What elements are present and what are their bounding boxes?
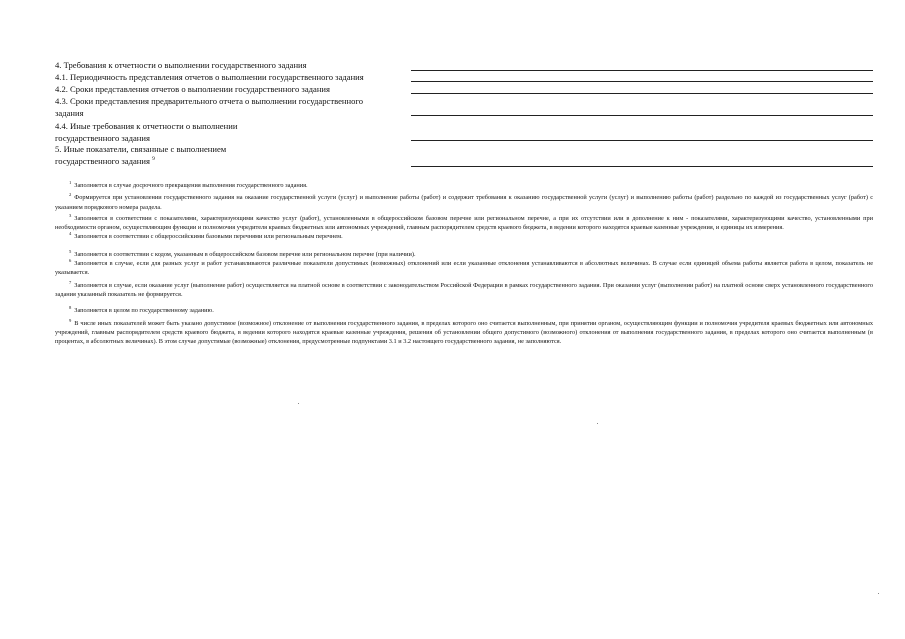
requirement-fill-line	[411, 93, 873, 94]
footnote-text: Заполняется в соответствии с показателями, характеризующими качество услуг (работ), установленными в общероссийском базовом перечне или региональном перечне, а при их отсутствии или в дополнение к ним - показателями, характеризующими качество, установленными при необходимости органом, осуществляющим функции и полномочия учредителя краевых бюджетных или автономных учреждений, главным распорядителем средств краевого бюджета, в ведении которого находятся краевые казенные учреждения, и единицы их измерения.	[55, 214, 873, 232]
requirement-fill-line	[411, 166, 873, 167]
footnote-8	[55, 306, 873, 315]
footnote-text: Заполняется в соответствии с кодом, указанным в общероссийском базовом перечне или региональном перечне (при наличии).	[74, 250, 416, 258]
footnote-text: Заполняется в целом по государственному заданию.	[74, 307, 214, 315]
footnote-mark: 6	[69, 258, 72, 264]
scan-speck	[597, 423, 598, 424]
footnote-text: В числе иных показателей может быть указано допустимое (возможное) отклонение от выполнения государственного задания, в пределах которого оно считается выполненным, при принятии органом, осуществляющим функции и полномочия учредителя краевых бюджетных или автономных учреждений, главным распорядителем средств краевого бюджета, в ведении которого находятся краевые казенные учреждения, решения об установлении общего допустимого (возможного) отклонения от выполнения государственного задания, в пределах которого оно считается выполненным (в процентах, в абсолютных величинах). В этом случае допустимые (возможные) отклонения, предусмотренные подпунктами 3.1 и 3.2 настоящего государственного задания, не заполняются.	[55, 319, 873, 346]
footnote-9	[55, 319, 873, 347]
footnote-text: Заполняется в соответствии с общероссийскими базовыми перечнями или региональным перечнем.	[74, 233, 343, 241]
requirement-label: 4. Требования к отчетности о выполнении государственного задания	[55, 60, 307, 70]
footnote-mark: 4	[69, 231, 72, 237]
footnote-text: Заполняется в случае, если оказание услуг (выполнение работ) осуществляется на платной основе в соответствии с законодательством Российской Федерации в рамках государственного задания. При оказании услуг (выполнении работ) на платной основе сверх установленного государственного задания указанный показатель не формируется.	[55, 281, 873, 298]
requirement-label-line1: 4.3. Сроки представления предварительного отчета о выполнении государственного	[55, 96, 364, 106]
footnote-6	[55, 259, 873, 278]
footnote-mark: 7	[69, 279, 72, 285]
requirement-label-text: государственного задания	[55, 156, 150, 166]
footnote-3	[55, 214, 873, 233]
requirement-label: 4.2. Сроки представления отчетов о выполнении государственного задания	[55, 84, 330, 94]
footnote-mark: 5	[69, 248, 72, 254]
requirement-label-line1: 5. Иные показатели, связанные с выполнением	[55, 144, 227, 154]
footnote-text: Заполняется в случае досрочного прекращения выполнения государственного задания.	[74, 182, 308, 189]
requirement-fill-line	[411, 115, 873, 116]
scan-speck	[878, 593, 879, 594]
footnote-2	[55, 193, 873, 212]
footnote-mark: 9	[69, 317, 72, 323]
footnote-4	[55, 232, 873, 241]
requirement-label: 4.1. Периодичность представления отчетов о выполнении государственного задания	[55, 72, 364, 82]
requirement-fill-line	[411, 70, 873, 71]
scan-speck	[298, 403, 299, 404]
requirement-label-line2: государственного задания	[55, 133, 150, 143]
footnote-mark: 2	[69, 192, 72, 198]
footnote-1	[55, 181, 873, 190]
requirement-label-line2	[55, 156, 400, 168]
requirement-fill-line	[411, 81, 873, 82]
footnote-5	[55, 250, 873, 259]
requirement-fill-line	[411, 140, 873, 141]
footnote-mark: 3	[69, 212, 72, 218]
footnote-7	[55, 281, 873, 300]
footnote-reference: 9	[152, 156, 155, 162]
requirement-label-line2: задания	[55, 108, 84, 118]
footnote-mark: 8	[69, 305, 72, 311]
footnote-text: Формируется при установлении государственного задания на оказание государственной услуги (услуг) и выполнение работы (работ) и содержит требования к оказанию государственной услуги (услуг) и выполнению работы (работ) раздельно по каждой из государственных услуг (работ) с указанием порядкового номера раздела.	[55, 194, 873, 211]
footnote-mark: 1	[69, 180, 72, 185]
footnotes-block	[55, 181, 873, 346]
requirement-label-line1: 4.4. Иные требования к отчетности о выполнении	[55, 121, 238, 131]
footnote-text: Заполняется в случае, если для разных услуг и работ устанавливаются различные показатели допустимых (возможных) отклонений или если указанные отклонения устанавливаются в абсолютных величинах. В случае если единицей объема работы является работа в целом, показатель не указывается.	[55, 260, 873, 277]
